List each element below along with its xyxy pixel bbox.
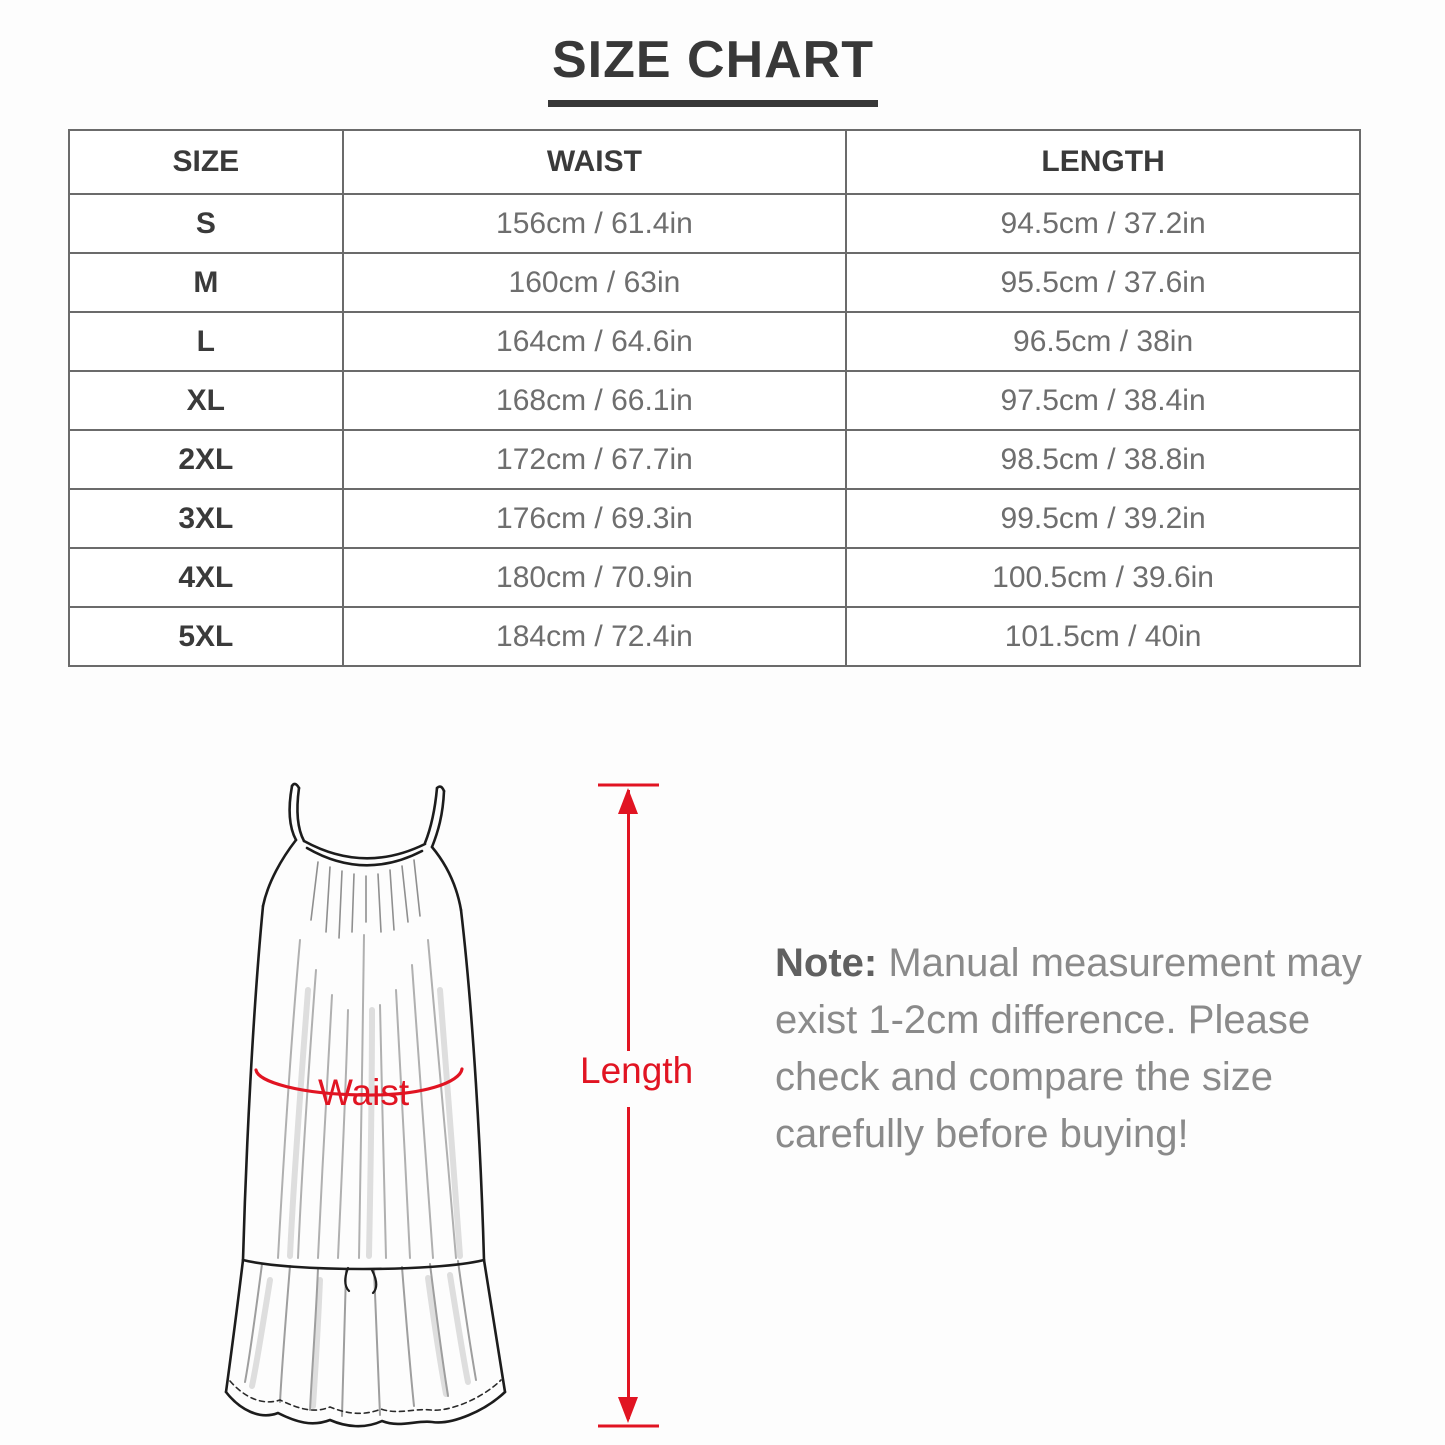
header-length: LENGTH [846, 130, 1360, 194]
waist-value: 156cm / 61.4in [343, 194, 846, 253]
length-label: Length [580, 1050, 694, 1091]
note-text [775, 935, 1400, 1163]
size-value: XL [69, 371, 343, 430]
size-value: 3XL [69, 489, 343, 548]
table-row [69, 548, 1360, 607]
size-value: 4XL [69, 548, 343, 607]
waist-label: Waist [318, 1072, 410, 1113]
waist-value: 168cm / 66.1in [343, 371, 846, 430]
size-value: S [69, 194, 343, 253]
size-value: L [69, 312, 343, 371]
table-header-row [69, 130, 1360, 194]
size-table [68, 129, 1361, 667]
table-row [69, 371, 1360, 430]
table-row [69, 489, 1360, 548]
length-value: 96.5cm / 38in [846, 312, 1360, 371]
waist-value: 180cm / 70.9in [343, 548, 846, 607]
note-body: Manual measurement may exist 1-2cm difference. Please check and compare the size carefully before buying! [775, 941, 1362, 1156]
waist-value: 160cm / 63in [343, 253, 846, 312]
table-row [69, 194, 1360, 253]
arrow-down-head [618, 1397, 638, 1423]
length-measure-arrow [560, 770, 700, 1440]
size-value: M [69, 253, 343, 312]
ruffle-folds [245, 1261, 476, 1416]
length-value: 101.5cm / 40in [846, 607, 1360, 666]
hem-stitching [230, 1380, 501, 1413]
length-value: 94.5cm / 37.2in [846, 194, 1360, 253]
length-value: 95.5cm / 37.6in [846, 253, 1360, 312]
page-title: SIZE CHART [548, 30, 878, 107]
length-value: 97.5cm / 38.4in [846, 371, 1360, 430]
table-row [69, 430, 1360, 489]
neckline-gathers [311, 860, 420, 938]
table-row [69, 607, 1360, 666]
header-size: SIZE [69, 130, 343, 194]
waist-value: 176cm / 69.3in [343, 489, 846, 548]
size-value: 2XL [69, 430, 343, 489]
table-row [69, 253, 1360, 312]
size-value: 5XL [69, 607, 343, 666]
length-value: 100.5cm / 39.6in [846, 548, 1360, 607]
note-label: Note: [775, 941, 878, 985]
header-waist: WAIST [343, 130, 846, 194]
waist-value: 184cm / 72.4in [343, 607, 846, 666]
length-value: 99.5cm / 39.2in [846, 489, 1360, 548]
length-value: 98.5cm / 38.8in [846, 430, 1360, 489]
waist-value: 172cm / 67.7in [343, 430, 846, 489]
table-row [69, 312, 1360, 371]
waist-value: 164cm / 64.6in [343, 312, 846, 371]
